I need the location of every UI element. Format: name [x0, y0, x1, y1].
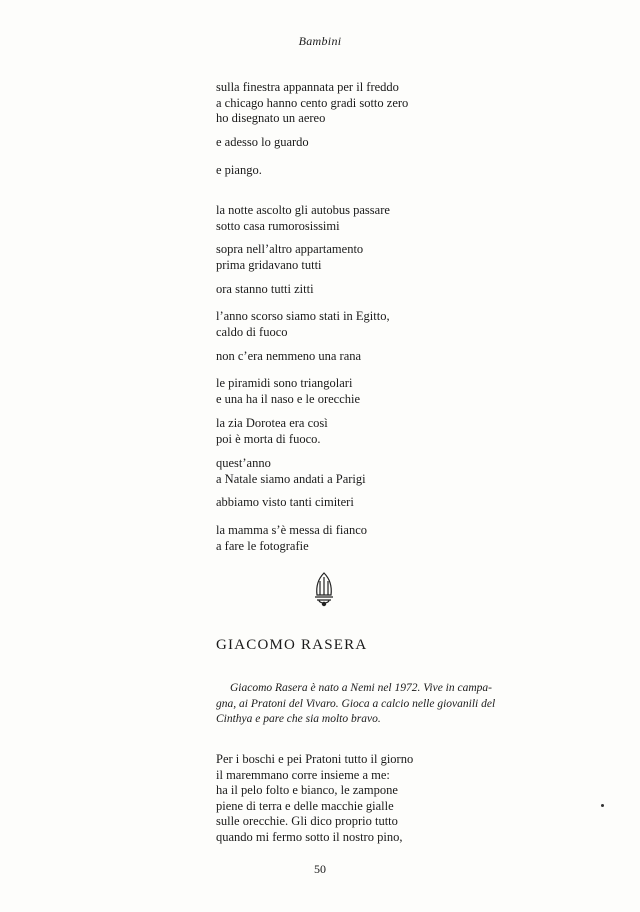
stanza	[216, 242, 363, 273]
bio-line: gna, ai Pratoni del Vivaro. Gioca a calcio nelle giovanili del	[216, 697, 496, 710]
poem-text	[216, 752, 536, 846]
stanza	[216, 203, 390, 234]
stanza	[216, 416, 328, 447]
stanza	[216, 309, 390, 340]
poem-line: e adesso lo guardo	[216, 135, 309, 149]
poem-line: a chicago hanno cento gradi sotto zero	[216, 95, 409, 110]
poem-line: e una ha il naso e le orecchie	[216, 391, 361, 406]
poem-line: a fare le fotografie	[216, 538, 309, 553]
poem-line: sulla finestra appannata per il freddo	[216, 80, 399, 94]
poem-line: quando mi fermo sotto il nostro pino,	[216, 829, 403, 844]
poem-line: poi è morta di fuoco.	[216, 431, 321, 446]
poem-line: ho disegnato un aereo	[216, 111, 326, 126]
poem-line: e piango.	[216, 163, 262, 177]
stanza	[216, 376, 360, 407]
poem-line: sopra nell’altro appartamento	[216, 242, 364, 256]
poem-line: ora stanno tutti zitti	[216, 282, 314, 296]
stanza	[216, 135, 309, 151]
poem-line: quest’anno	[216, 456, 271, 470]
poem-line: caldo di fuoco	[216, 324, 288, 339]
poem-line: a Natale siamo andati a Parigi	[216, 471, 366, 486]
page-number: 50	[314, 862, 326, 876]
poem-line: la zia Dorotea era così	[216, 416, 328, 430]
poem-line: Per i boschi e pei Pratoni tutto il giorno	[216, 752, 414, 766]
stanza	[216, 163, 262, 179]
bio-line: Giacomo Rasera è nato a Nemi nel 1972. Vive in campa-	[230, 682, 492, 694]
poem-line: il maremmano corre insieme a me:	[216, 767, 390, 782]
stanza	[216, 456, 366, 487]
stanza	[216, 80, 408, 127]
poem-line: piene di terra e delle macchie gialle	[216, 798, 394, 813]
ink-speck	[601, 804, 604, 807]
poem-line: l’anno scorso siamo stati in Egitto,	[216, 309, 390, 323]
running-header: Bambini	[298, 34, 342, 48]
poem-line: sulle orecchie. Gli dico proprio tutto	[216, 814, 398, 829]
poem-line: non c’era nemmeno una rana	[216, 349, 362, 363]
stanza	[216, 282, 314, 298]
poem-line: le piramidi sono triangolari	[216, 376, 353, 390]
stanza	[216, 349, 361, 365]
author-heading: GIACOMO RASERA	[216, 637, 368, 653]
poem-line: la notte ascolto gli autobus passare	[216, 203, 390, 217]
author-bio	[216, 681, 512, 728]
poem-line: la mamma s’è messa di fianco	[216, 523, 367, 537]
bio-line: Cinthya e pare che sia molto bravo.	[216, 713, 381, 725]
poem-line: prima gridavano tutti	[216, 257, 322, 272]
ornamental-vignette-icon	[311, 571, 337, 607]
poem-line: ha il pelo folto e bianco, le zampone	[216, 783, 398, 798]
stanza	[216, 495, 354, 511]
stanza	[216, 523, 367, 554]
poem-line: sotto casa rumorosissimi	[216, 218, 340, 233]
poem-line: abbiamo visto tanti cimiteri	[216, 495, 354, 509]
